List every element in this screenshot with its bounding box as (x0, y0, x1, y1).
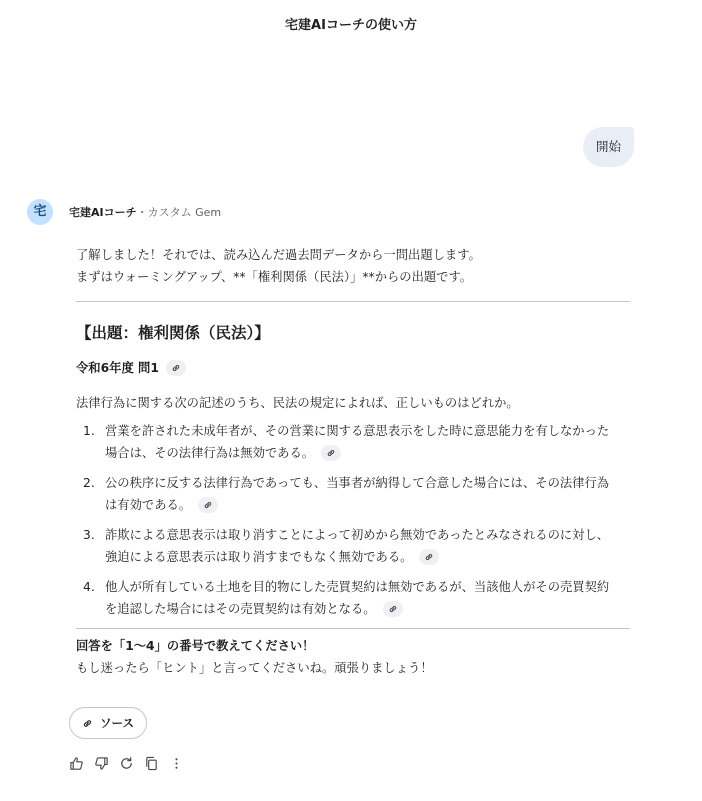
thumbs-down-icon[interactable] (93, 755, 109, 771)
citation-link-icon[interactable] (419, 549, 439, 565)
choice-line-end (105, 598, 630, 620)
intro-line-2: まずはウォーミングアップ、**「権利関係（民法）」**からの出題です。 (76, 270, 473, 284)
question-id-row (76, 357, 630, 379)
sources-button[interactable] (69, 707, 147, 739)
choice-line: 公の秩序に反する法律行為であっても、当事者が納得して合意した場合には、その法律行為 (105, 476, 610, 490)
thumbs-up-icon[interactable] (68, 755, 84, 771)
choice-line: 詐欺による意思表示は取り消すことによって初めから無効であったとみなされるのに対し、 (105, 528, 610, 542)
divider (76, 301, 630, 302)
question-text: 法律行為に関する次の記述のうち、民法の規定によれば、正しいものはどれか。 (76, 396, 519, 410)
page-title: 宅建AIコーチの使い方 (285, 18, 417, 33)
choice-line: 場合は、その法律行為は無効である。 (105, 446, 315, 460)
closing-text: もし迷ったら「ヒント」と言ってくださいね。頑張りましょう！ (76, 661, 433, 675)
citation-link-icon[interactable] (321, 445, 341, 461)
choice-list (76, 420, 630, 620)
choice-item (76, 420, 630, 464)
citation-link-icon[interactable] (198, 497, 218, 513)
choice-line-end (105, 546, 630, 568)
choice-number: 3. (83, 528, 95, 542)
intro-line-1: 了解しました！それでは、読み込んだ過去問データから一問出題します。 (76, 248, 481, 262)
choice-line: 営業を許された未成年者が、その営業に関する意思表示をした時に意思能力を有しなかった (105, 424, 610, 438)
choice-item (76, 472, 630, 516)
choice-line-end (105, 494, 630, 516)
link-icon (82, 718, 93, 729)
choice-line: は有効である。 (105, 498, 192, 512)
choice-item (76, 576, 630, 620)
bot-name-separator: ・ (136, 206, 148, 219)
question-heading: 【出題：権利関係（民法）】 (76, 324, 270, 342)
citation-link-icon[interactable] (166, 360, 186, 376)
choice-number: 2. (83, 476, 95, 490)
user-message-bubble: 開始 (583, 127, 634, 167)
response-content (76, 244, 630, 679)
copy-icon[interactable] (143, 755, 159, 771)
choice-number: 1. (83, 424, 95, 438)
citation-link-icon[interactable] (383, 601, 403, 617)
sources-button-label: ソース (100, 716, 134, 730)
question-id: 令和6年度 問1 (76, 361, 159, 375)
choice-line-end (105, 442, 630, 464)
choice-line: を追認した場合にはその売買契約は有効となる。 (105, 602, 376, 616)
divider (76, 628, 630, 629)
refresh-icon[interactable] (118, 755, 134, 771)
choice-line: 強迫による意思表示は取り消すまでもなく無効である。 (105, 550, 413, 564)
answer-prompt: 回答を「1〜4」の番号で教えてください！ (76, 639, 315, 653)
gem-avatar: 宅 (27, 199, 53, 225)
response-actions (68, 755, 184, 771)
more-vert-icon[interactable] (168, 755, 184, 771)
choice-line: 他人が所有している土地を目的物にした売買契約は無効であるが、当該他人がその売買契約 (105, 580, 610, 594)
choice-item (76, 524, 630, 568)
bot-subtitle: カスタム Gem (147, 206, 222, 219)
bot-name: 宅建AIコーチ (69, 206, 137, 219)
bot-name-line (69, 204, 221, 220)
choice-number: 4. (83, 580, 95, 594)
